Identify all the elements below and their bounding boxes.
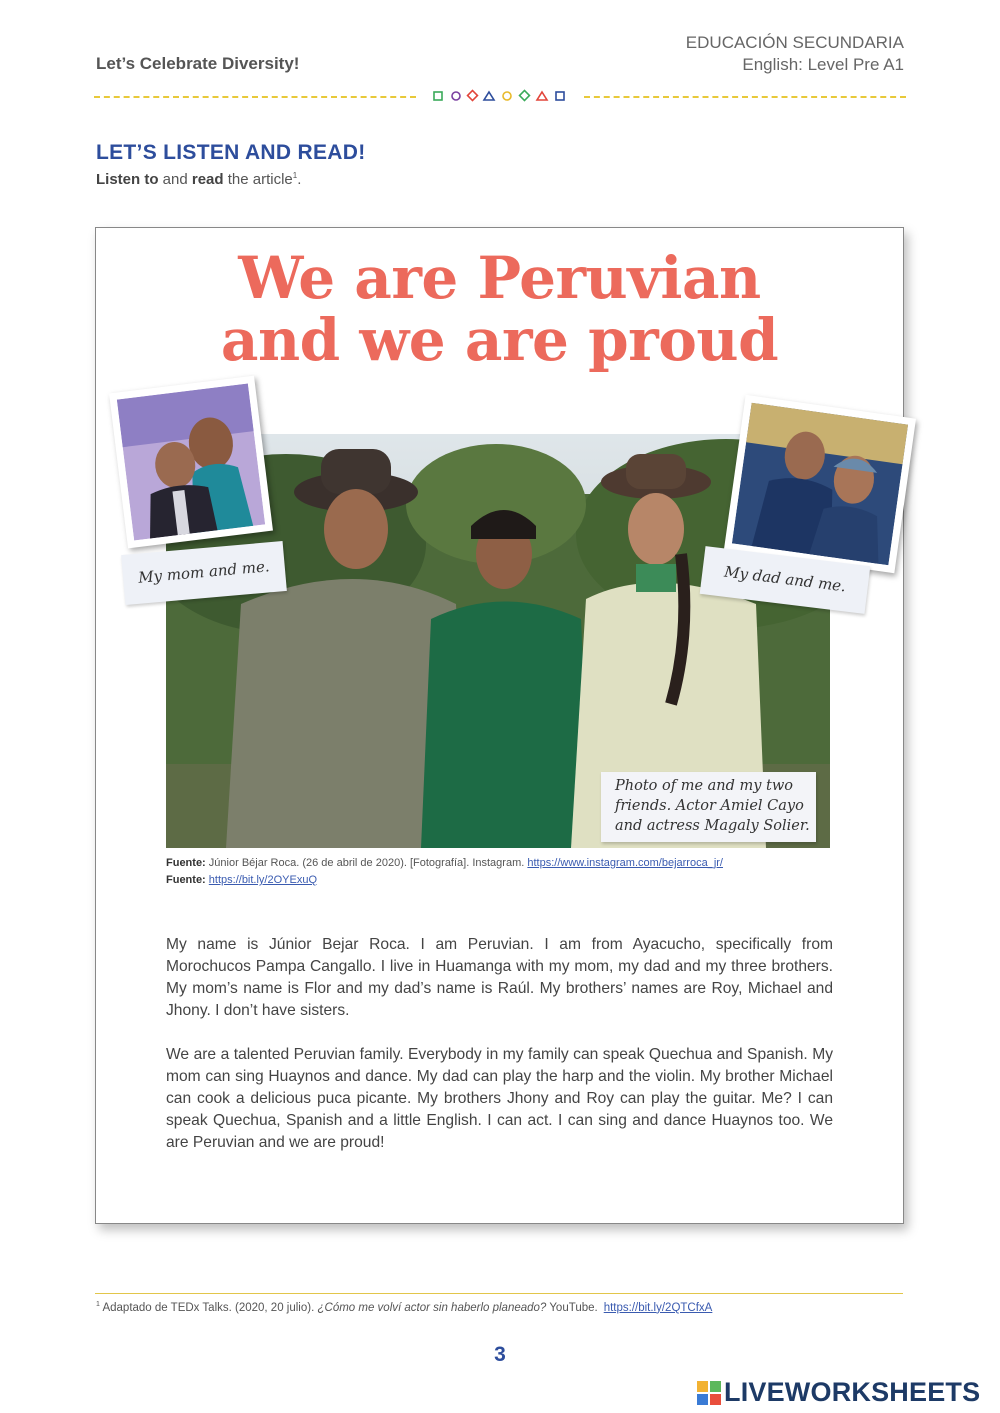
footnote-divider xyxy=(95,1293,903,1294)
instagram-link[interactable]: https://www.instagram.com/bejarroca_jr/ xyxy=(527,857,723,869)
article-paragraph-1: My name is Júnior Bejar Roca. I am Peruvian. I am from Ayacucho, specifically from Morochucos Pampa Cangallo. I live in Huamanga with my mom, my dad and my three brothers. My mom’s name is Flor and my dad’s name is Raúl. My brothers’ names are Roy, Michael and Jhony. I don’t have sisters. xyxy=(166,936,833,1019)
liveworksheets-wordmark: LIVEWORKSHEETS xyxy=(724,1377,981,1407)
section-title: LET’S LISTEN AND READ! xyxy=(96,141,366,164)
english-level: English: Level Pre A1 xyxy=(742,55,904,74)
youtube-link[interactable]: https://bit.ly/2QTCfxA xyxy=(603,1301,713,1314)
footnote: $^1$ Adaptado de TEDx Talks. (2020, 20 julio). ¿Cómo me volví actor sin haberlo planeado? YouTube. https://bit.ly/2QTCfxA xyxy=(96,1301,713,1314)
instructions: Listen to and read the article$^1$. xyxy=(96,171,302,188)
article-paragraph-2: We are a talented Peruvian family. Everybody in my family can speak Quechua and Spanish. My mom can sing Huaynos and dance. My dad can play the harp and the violin. My brother Michael can cook a delicious puca picante. My brothers Jhony and Roy can play the guitar. Me? I can speak Quechua, Spanish and a little English. I can act. I can sing and dance Huaynos too. We are Peruvian and we are proud! xyxy=(166,1046,833,1151)
caption-dad: My dad and me. xyxy=(700,546,871,614)
course-info xyxy=(686,32,904,76)
photo-dad-and-me xyxy=(724,395,916,573)
education-level: EDUCACIÓN SECUNDARIA xyxy=(685,33,904,52)
page-number: 3 xyxy=(494,1343,506,1366)
unit-title: Let’s Celebrate Diversity! xyxy=(96,54,300,73)
photo-credit-1: Fuente: Júnior Béjar Roca. (26 de abril de 2020). [Fotografía]. Instagram. https://www.instagram.com/bejarroca_jr/ xyxy=(166,857,723,869)
header-divider-right xyxy=(584,96,906,98)
caption-mom: My mom and me. xyxy=(121,541,287,605)
article-title: We are Peruvian and we are proud xyxy=(220,244,779,374)
liveworksheets-logo-icon xyxy=(697,1381,721,1405)
photo-dad-image xyxy=(732,403,908,566)
photo-credit-2: Fuente: https://bit.ly/2OYExuQ xyxy=(166,874,318,886)
photo-mom-image xyxy=(117,383,265,540)
decorative-shapes-icon xyxy=(432,89,572,103)
bitly-link[interactable]: https://bit.ly/2OYExuQ xyxy=(208,874,318,886)
photo-mom-and-me xyxy=(109,376,273,549)
header-divider-left xyxy=(94,96,416,98)
caption-main-photo: Photo of me and my two friends. Actor Amiel Cayo and actress Magaly Solier. xyxy=(601,772,816,842)
